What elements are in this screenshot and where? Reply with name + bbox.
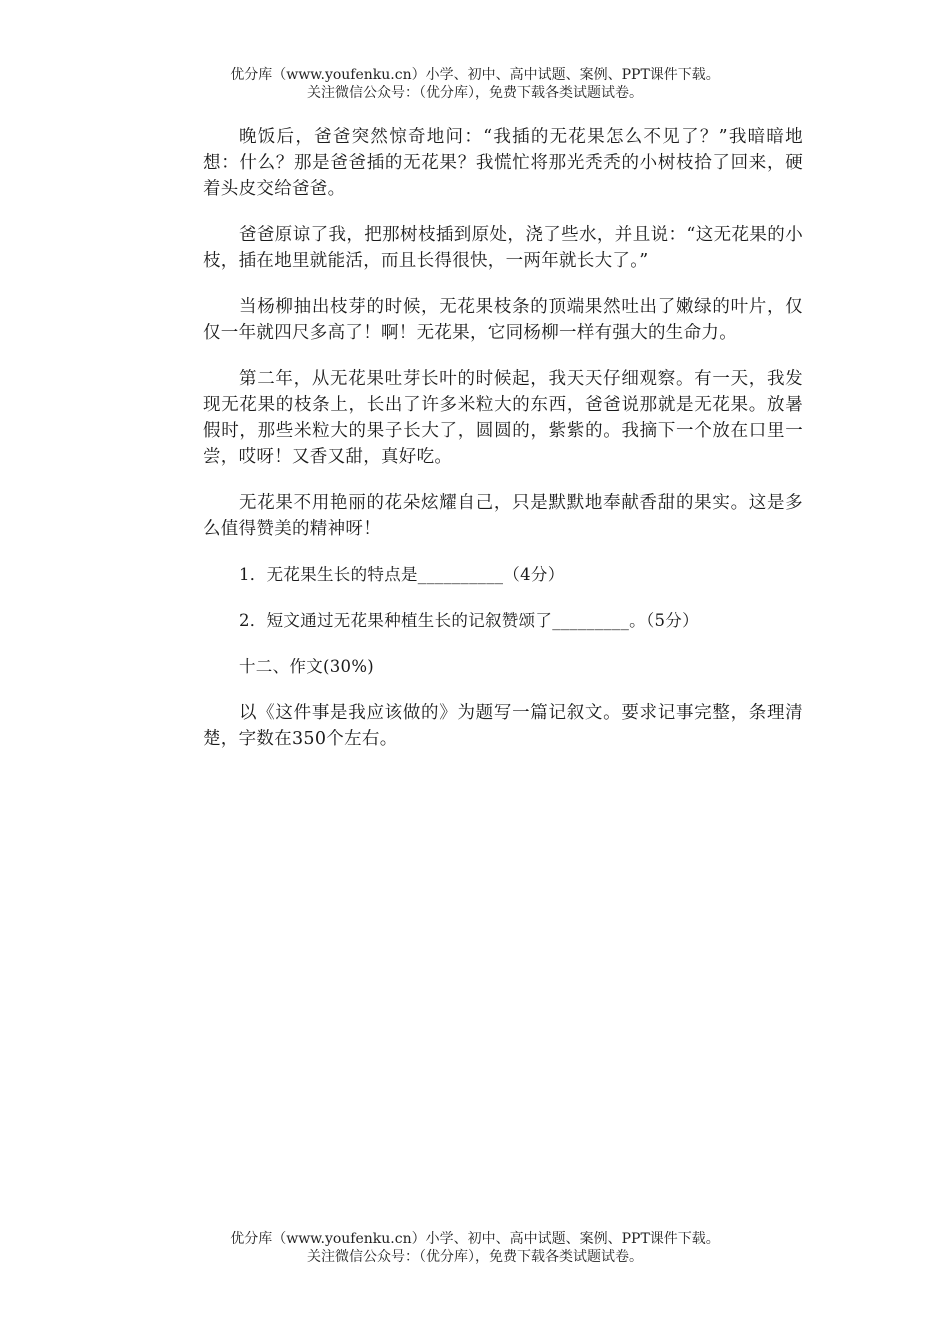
page-footer — [0, 1230, 950, 1266]
footer-line-2: 关注微信公众号：（优分库），免费下载各类试题试卷。 — [307, 1249, 643, 1265]
document-body — [203, 124, 803, 772]
section-title: 十二、作文(30%) — [239, 657, 375, 676]
paragraph: 晚饭后，爸爸突然惊奇地问：“我插的无花果怎么不见了？”我暗暗地想：什么？那是爸爸插的无花果？我慌忙将那光秃秃的小树枝拾了回来，硬着头皮交给爸爸。 — [203, 127, 803, 199]
question-2: 2．短文通过无花果种植生长的记叙赞颂了_________。（5分） — [239, 611, 699, 630]
header-line-1: 优分库（www.youfenku.cn）小学、初中、高中试题、案例、PPT课件下载。 — [230, 67, 720, 83]
essay-prompt: 以《这件事是我应该做的》为题写一篇记叙文。要求记事完整，条理清楚，字数在350个左右。 — [203, 703, 803, 749]
header-line-2: 关注微信公众号：（优分库），免费下载各类试题试卷。 — [307, 85, 643, 101]
paragraph: 当杨柳抽出枝芽的时候，无花果枝条的顶端果然吐出了嫩绿的叶片，仅仅一年就四尺多高了！啊！无花果，它同杨柳一样有强大的生命力。 — [203, 297, 803, 343]
question-1: 1．无花果生长的特点是__________（4分） — [239, 565, 565, 584]
footer-line-1: 优分库（www.youfenku.cn）小学、初中、高中试题、案例、PPT课件下载。 — [230, 1231, 720, 1247]
paragraph: 爸爸原谅了我，把那树枝插到原处，浇了些水，并且说：“这无花果的小枝，插在地里就能活，而且长得很快，一两年就长大了。” — [203, 225, 803, 271]
paragraph: 无花果不用艳丽的花朵炫耀自己，只是默默地奉献香甜的果实。这是多么值得赞美的精神呀！ — [203, 493, 803, 539]
paragraph: 第二年，从无花果吐芽长叶的时候起，我天天仔细观察。有一天，我发现无花果的枝条上，长出了许多米粒大的东西，爸爸说那就是无花果。放暑假时，那些米粒大的果子长大了，圆圆的，紫紫的。我摘下一个放在口里一尝，哎呀！又香又甜，真好吃。 — [203, 369, 803, 467]
page-header — [0, 66, 950, 102]
